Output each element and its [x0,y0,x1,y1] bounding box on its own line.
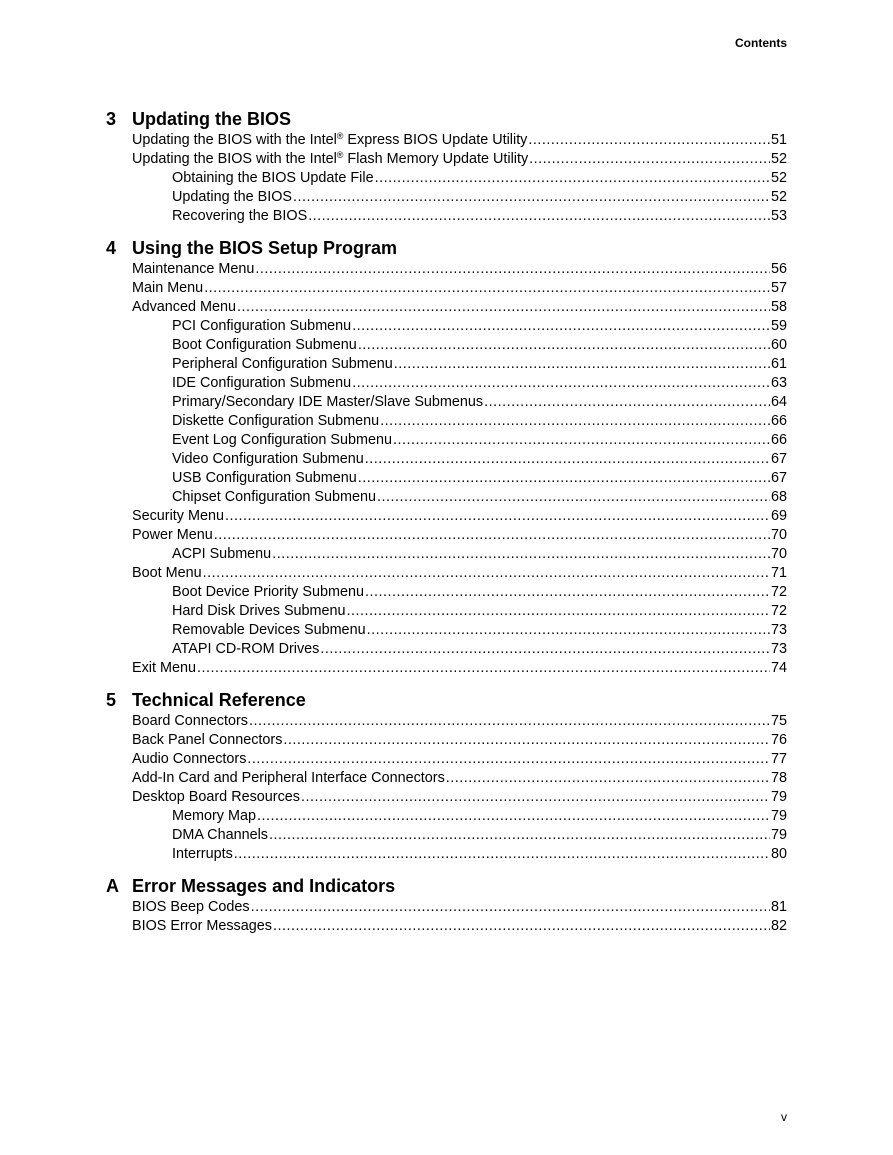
toc-entry[interactable] [132,640,787,659]
section-number: 4 [106,238,117,258]
toc-entry-title-text: Interrupts [172,846,233,862]
toc-entry[interactable] [132,807,787,826]
dot-leader [365,583,770,602]
toc-entry-page: 68 [770,489,787,505]
dot-leader [257,807,770,826]
toc-entry-title-text: Event Log Configuration Submenu [172,432,393,448]
toc-entry-title [172,545,271,564]
toc-entry-title-text: Video Configuration Submenu [172,451,364,467]
toc-entry[interactable] [132,150,787,169]
toc-entry-title [132,564,202,583]
dot-leader [375,169,770,188]
dot-leader [249,712,770,731]
toc-entry-page: 60 [770,337,787,353]
dot-leader [358,336,770,355]
dot-leader [347,602,770,621]
toc-entry-page: 51 [770,132,787,148]
toc-entry-title [132,769,445,788]
toc-entry-title-text: Back Panel Connectors [132,732,283,748]
dot-leader [269,826,770,845]
toc-entry-title-text: Updating the BIOS with the Intel [132,132,337,148]
toc-entry[interactable] [132,917,787,936]
toc-entry-title-text: Updating the BIOS [172,189,292,205]
toc-entry[interactable] [132,188,787,207]
toc-entry-page: 52 [770,151,787,167]
toc-entry-title [172,207,307,226]
toc-entry[interactable] [132,431,787,450]
toc-entry-page: 70 [770,546,787,562]
toc-entry-title-text: ACPI Submenu [172,546,272,562]
toc-entry-page: 64 [770,394,787,410]
dot-leader [204,279,770,298]
running-header: Contents [735,36,787,50]
toc-entry-title-text: USB Configuration Submenu [172,470,357,486]
toc-entry-page: 80 [770,846,787,862]
toc-entry-title [172,169,374,188]
toc-entry-page: 74 [770,660,787,676]
toc-entry-title [172,374,351,393]
toc-entry[interactable] [132,450,787,469]
toc-entry[interactable] [132,845,787,864]
toc-entry[interactable] [132,826,787,845]
toc-entry-title [172,317,351,336]
toc-entry-title-text: Updating the BIOS with the Intel [132,151,337,167]
dot-leader [308,207,770,226]
section-heading [106,107,787,131]
toc-entry-page: 79 [770,827,787,843]
toc-entry-title [132,150,528,169]
toc-entry[interactable] [132,583,787,602]
toc-entry-page: 61 [770,356,787,372]
toc-entry-page: 53 [770,208,787,224]
toc-entry-title [172,450,364,469]
dot-leader [283,731,770,750]
toc-entry-title [132,898,250,917]
page-number: v [781,1110,787,1124]
toc-entry[interactable] [132,788,787,807]
dot-leader [446,769,770,788]
dot-leader [367,621,770,640]
dot-leader [247,750,770,769]
toc-entry-page: 58 [770,299,787,315]
toc-entry-page: 73 [770,641,787,657]
toc-entry[interactable] [132,169,787,188]
toc-entry[interactable] [132,298,787,317]
toc-entry-page: 52 [770,170,787,186]
toc-section [106,236,787,678]
toc-entry-title-text: Chipset Configuration Submenu [172,489,376,505]
toc-entry-title-text: IDE Configuration Submenu [172,375,352,391]
toc-entry[interactable] [132,131,787,150]
dot-leader [484,393,770,412]
toc-entry-title [132,712,248,731]
toc-entry[interactable] [132,545,787,564]
dot-leader [320,640,770,659]
dot-leader [293,188,770,207]
toc-entry[interactable] [132,526,787,545]
dot-leader [358,469,770,488]
toc-entry-title [172,336,357,355]
toc-entry-title [172,583,364,602]
toc-entry[interactable] [132,412,787,431]
toc-entry[interactable] [132,317,787,336]
section-number: 5 [106,690,117,710]
toc-entry-title-rest: Flash Memory Update Utility [343,151,529,167]
toc-entry-title [172,640,319,659]
dot-leader [237,298,770,317]
toc-entry-page: 63 [770,375,787,391]
toc-entry[interactable] [132,621,787,640]
section-title: Technical Reference [132,690,306,710]
toc-entry-title [132,131,527,150]
toc-entry[interactable] [132,336,787,355]
toc-entry-page: 67 [770,451,787,467]
section-title: Updating the BIOS [132,109,291,129]
toc-entry-title [172,845,233,864]
toc-entry-page: 70 [770,527,787,543]
toc-entry-page: 75 [770,713,787,729]
dot-leader [352,374,770,393]
dot-leader [393,431,770,450]
toc-entry-title-text: Audio Connectors [132,751,247,767]
dot-leader [197,659,770,678]
section-heading [106,688,787,712]
table-of-contents [106,107,787,946]
dot-leader [234,845,770,864]
toc-entry-title-text: Add-In Card and Peripheral Interface Connectors [132,770,445,786]
toc-entry[interactable] [132,355,787,374]
toc-entry[interactable] [132,469,787,488]
toc-entry-title [132,917,272,936]
toc-entry[interactable] [132,712,787,731]
toc-entry-title [172,826,268,845]
toc-entry-title [132,507,224,526]
toc-entry-page: 66 [770,432,787,448]
toc-entry-title [172,412,379,431]
toc-entry-title [132,659,196,678]
toc-entry-title-text: Removable Devices Submenu [172,622,366,638]
toc-entry-title-rest: Express BIOS Update Utility [343,132,528,148]
dot-leader [272,545,770,564]
toc-entry-title [132,788,300,807]
toc-entry-title-text: Board Connectors [132,713,248,729]
dot-leader [255,260,770,279]
toc-entry-list [132,898,787,936]
toc-entry-title [172,602,346,621]
toc-entry-page: 52 [770,189,787,205]
toc-entry-title-text: Obtaining the BIOS Update File [172,170,374,186]
dot-leader [214,526,770,545]
toc-entry[interactable] [132,374,787,393]
toc-entry-title-text: Power Menu [132,527,213,543]
section-title: Using the BIOS Setup Program [132,238,398,258]
dot-leader [365,450,770,469]
toc-entry-title-text: Advanced Menu [132,299,237,315]
toc-section [106,107,787,226]
toc-section [106,688,787,864]
dot-leader [352,317,770,336]
toc-entry-page: 79 [770,808,787,824]
toc-entry-page: 72 [770,603,787,619]
toc-entry[interactable] [132,507,787,526]
toc-entry-title-text: ATAPI CD-ROM Drives [172,641,320,657]
toc-entry-title-text: Hard Disk Drives Submenu [172,603,346,619]
toc-entry[interactable] [132,750,787,769]
section-heading [106,236,787,260]
toc-entry-title-text: Memory Map [172,808,256,824]
toc-entry-title [132,298,236,317]
toc-entry-page: 59 [770,318,787,334]
dot-leader [273,917,770,936]
toc-entry-page: 67 [770,470,787,486]
toc-entry-title-text: BIOS Error Messages [132,918,272,934]
toc-entry-title [132,526,213,545]
section-heading [106,874,787,898]
toc-entry-list [132,131,787,226]
toc-entry-title [172,621,366,640]
toc-entry-title-text: DMA Channels [172,827,268,843]
toc-entry-page: 66 [770,413,787,429]
toc-entry-title [172,488,376,507]
toc-entry-title-text: BIOS Beep Codes [132,899,250,915]
section-title: Error Messages and Indicators [132,876,396,896]
toc-entry[interactable] [132,393,787,412]
toc-entry-title-text: PCI Configuration Submenu [172,318,352,334]
toc-entry-title [132,750,246,769]
dot-leader [203,564,770,583]
toc-entry-page: 56 [770,261,787,277]
toc-entry-title-text: Boot Device Priority Submenu [172,584,364,600]
toc-entry-page: 72 [770,584,787,600]
toc-entry[interactable] [132,898,787,917]
dot-leader [251,898,770,917]
toc-entry[interactable] [132,769,787,788]
dot-leader [225,507,770,526]
toc-entry-title [132,279,203,298]
toc-entry-title-text: Recovering the BIOS [172,208,308,224]
toc-entry-title [172,469,357,488]
toc-entry-title-text: Boot Configuration Submenu [172,337,357,353]
toc-entry-page: 78 [770,770,787,786]
toc-entry[interactable] [132,488,787,507]
toc-entry-page: 71 [770,565,787,581]
toc-entry-title [172,431,392,450]
toc-entry-page: 57 [770,280,787,296]
toc-entry-page: 77 [770,751,787,767]
dot-leader [301,788,770,807]
toc-entry[interactable] [132,731,787,750]
toc-entry-title [132,731,282,750]
toc-entry-title-text: Desktop Board Resources [132,789,300,805]
section-number: 3 [106,109,117,129]
toc-entry-page: 81 [770,899,787,915]
toc-entry-title-text: Boot Menu [132,565,202,581]
toc-entry-page: 69 [770,508,787,524]
registered-mark: ® [336,150,344,160]
toc-section [106,874,787,936]
toc-entry-title-text: Exit Menu [132,660,196,676]
toc-entry-title [172,355,393,374]
toc-entry-title [172,393,483,412]
toc-entry-title-text: Main Menu [132,280,204,296]
dot-leader [380,412,770,431]
section-number: A [106,876,119,896]
toc-entry-list [132,260,787,678]
toc-entry-title [172,188,292,207]
toc-entry-list [132,712,787,864]
toc-entry[interactable] [132,659,787,678]
toc-entry[interactable] [132,260,787,279]
dot-leader [528,131,770,150]
toc-entry-title-text: Maintenance Menu [132,261,255,277]
toc-entry-page: 73 [770,622,787,638]
toc-entry-title [172,807,256,826]
toc-entry-title-text: Primary/Secondary IDE Master/Slave Submenus [172,394,484,410]
toc-entry-title-text: Diskette Configuration Submenu [172,413,380,429]
toc-entry[interactable] [132,602,787,621]
toc-entry-page: 82 [770,918,787,934]
toc-entry-title-text: Peripheral Configuration Submenu [172,356,393,372]
toc-entry-title [132,260,254,279]
dot-leader [377,488,770,507]
dot-leader [529,150,770,169]
toc-entry-title-text: Security Menu [132,508,224,524]
registered-mark: ® [336,131,344,141]
dot-leader [394,355,770,374]
toc-entry-page: 79 [770,789,787,805]
toc-entry[interactable] [132,207,787,226]
toc-entry[interactable] [132,564,787,583]
toc-entry-page: 76 [770,732,787,748]
toc-entry[interactable] [132,279,787,298]
